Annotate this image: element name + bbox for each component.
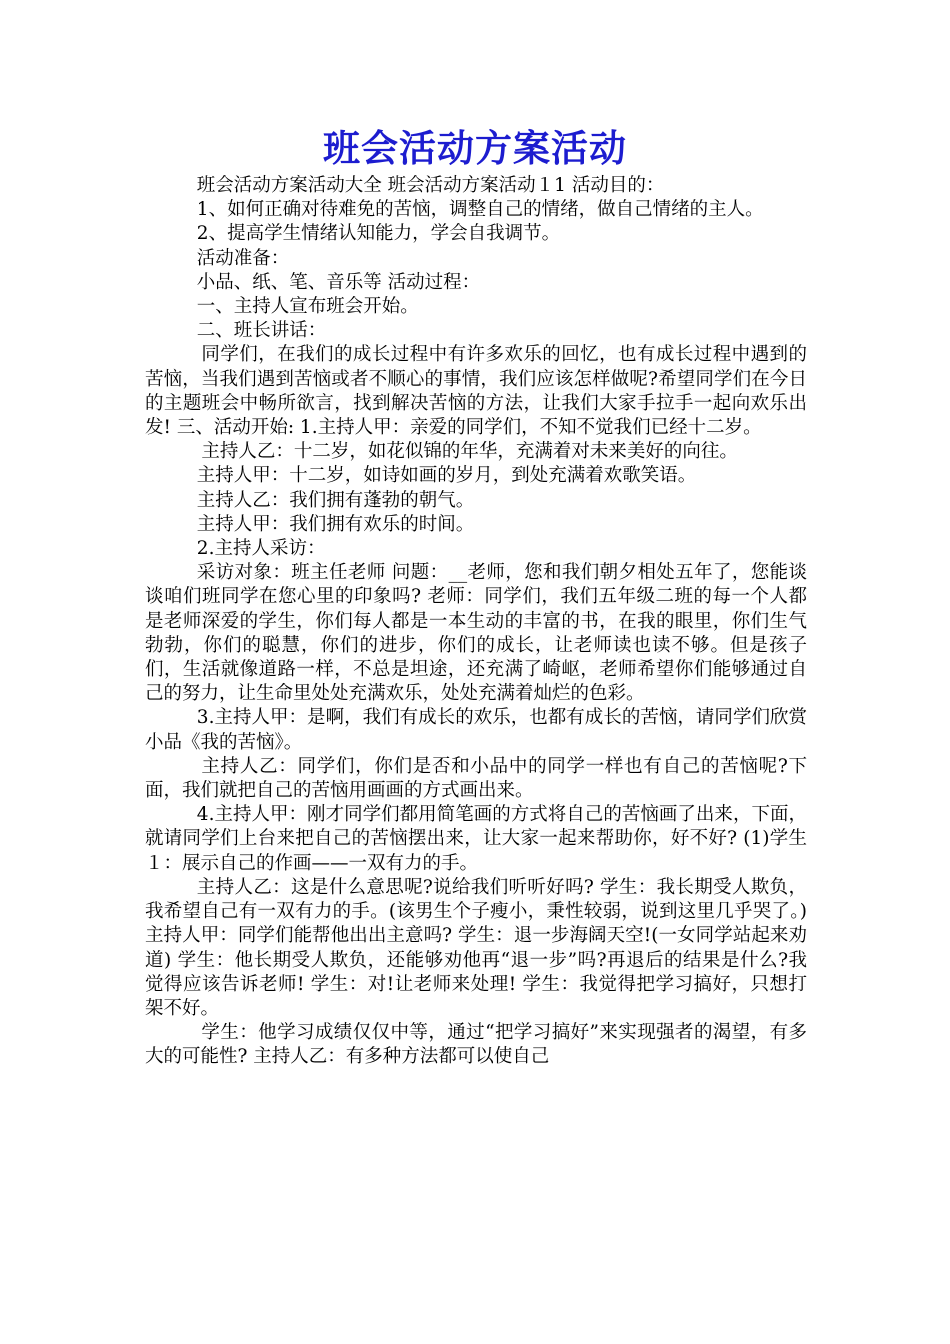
document-title: 班会活动方案活动 xyxy=(323,127,627,170)
paragraph: 主持人乙：十二岁，如花似锦的年华，充满着对未来美好的向往。 xyxy=(201,441,738,463)
paragraph: 2.主持人采访： xyxy=(196,538,326,560)
paragraph: 同学们，在我们的成长过程中有许多欢乐的回忆，也有成长过程中遇到的苦恼，当我们遇到苦恼或者不顺心的事情，我们应该怎样做呢?希望同学们在今日的主题班会中畅所欲言，找到解决苦恼的方法，让我们大家手拉手一起向欢乐出发! 三、活动开始: 1.主持人甲：亲爱的同学们，不知不觉我们已经十二岁。 xyxy=(145,344,807,439)
paragraph: 主持人乙：同学们，你们是否和小品中的同学一样也有自己的苦恼呢?下面，我们就把自己的苦恼用画画的方式画出来。 xyxy=(145,755,807,802)
paragraph: 2、提高学生情绪认知能力，学会自我调节。 xyxy=(196,223,561,245)
paragraph: 二、班长讲话： xyxy=(196,320,327,342)
paragraph: 主持人甲：我们拥有欢乐的时间。 xyxy=(196,513,475,535)
document-body xyxy=(145,174,807,1070)
paragraph: 采访对象：班主任老师 问题：__老师，您和我们朝夕相处五年了，您能谈谈咱们班同学在您心里的印象吗? 老师：同学们，我们五年级二班的每一个人都是老师深爱的学生，你们每人都是一本生动的丰富的书，在我的眼里，你们生气勃勃，你们的聪慧，你们的进步，你们的成长，让老师读也读不够。但是孩子们，生活就像道路一样，不总是坦途，还充满了崎岖，老师希望你们能够通过自己的努力，让生命里处处充满欢乐，处处充满着灿烂的色彩。 xyxy=(145,562,807,705)
paragraph: 主持人乙：我们拥有蓬勃的朝气。 xyxy=(196,489,475,511)
paragraph: 活动准备： xyxy=(196,247,290,269)
paragraph: 班会活动方案活动大全 班会活动方案活动１1 活动目的： xyxy=(196,175,665,196)
paragraph: 主持人甲：十二岁，如诗如画的岁月，到处充满着欢歌笑语。 xyxy=(196,465,697,487)
paragraph: 小品、纸、笔、音乐等 活动过程： xyxy=(196,271,481,293)
paragraph: 1、如何正确对待难免的苦恼，调整自己的情绪，做自己情绪的主人。 xyxy=(196,199,764,221)
paragraph: 学生：他学习成绩仅仅中等，通过“把学习搞好”来实现强者的渴望，有多大的可能性? 主持人乙：有多种方法都可以使自己 xyxy=(145,1022,807,1068)
paragraph: 主持人乙：这是什么意思呢?说给我们听听好吗? 学生：我长期受人欺负，我希望自己有一双有力的手。(该男生个子瘦小，秉性较弱，说到这里几乎哭了。) 主持人甲：同学们能帮他出出主意吗? 学生：退一步海阔天空!(一女同学站起来劝道) 学生：他长期受人欺负，还能够劝他再“退一步”吗?再退后的结果是什么?我觉得应该告诉老师! 学生：对!让老师来处理! 学生：我觉得把学习搞好，只想打架不好。 xyxy=(145,876,807,1019)
paragraph: 4.主持人甲：刚才同学们都用简笔画的方式将自己的苦恼画了出来，下面，就请同学们上台来把自己的苦恼摆出来，让大家一起来帮助你，好不好? (1)学生１：展示自己的作画——一双有力的手。 xyxy=(145,804,807,874)
paragraph: 3.主持人甲：是啊，我们有成长的欢乐，也都有成长的苦恼，请同学们欣赏小品《我的苦恼》。 xyxy=(145,707,807,753)
paragraph: 一、主持人宣布班会开始。 xyxy=(196,296,419,318)
